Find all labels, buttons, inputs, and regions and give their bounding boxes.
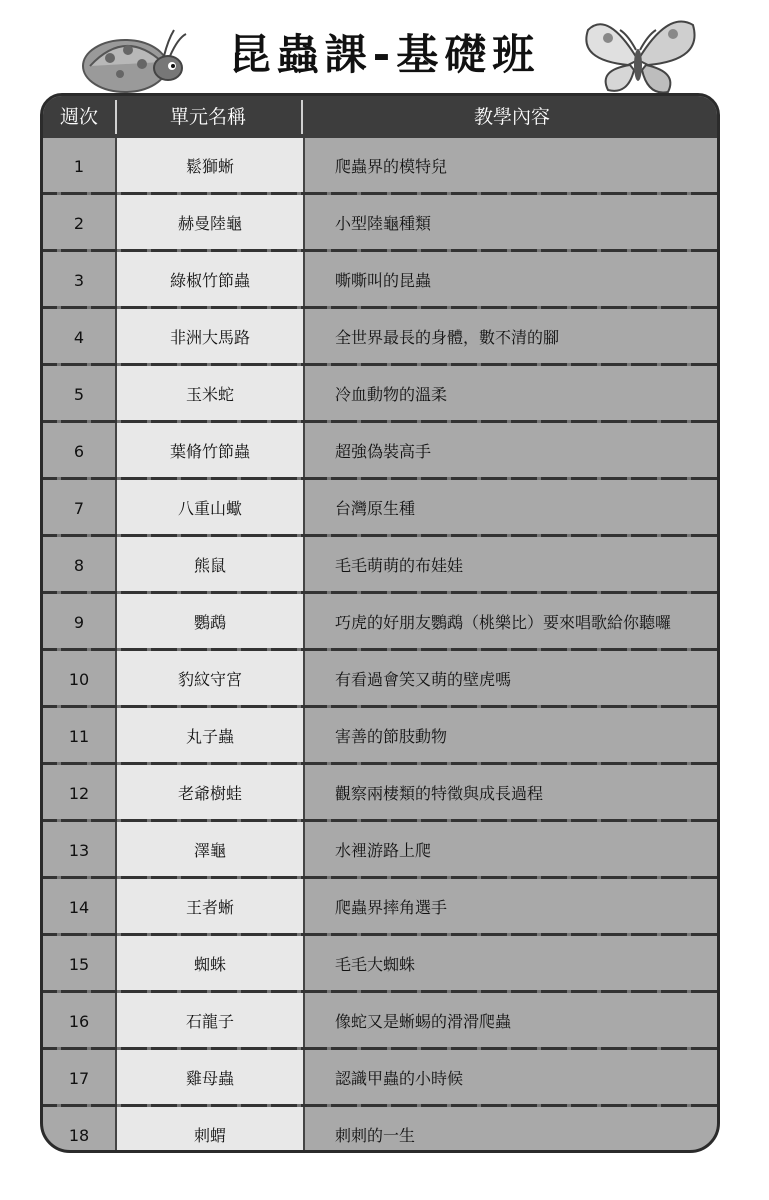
week-cell: 11 xyxy=(68,727,90,746)
unit-cell: 非洲大馬路 xyxy=(169,328,250,347)
page-title: 昆蟲課-基礎班 xyxy=(228,30,541,79)
table-header xyxy=(43,96,717,138)
content-cell: 觀察兩棲類的特徵與成長過程 xyxy=(335,784,544,803)
week-cell: 6 xyxy=(73,442,85,461)
unit-cell: 老爺樹蛙 xyxy=(177,784,242,803)
table-row xyxy=(43,765,717,822)
week-cell: 17 xyxy=(68,1069,90,1088)
week-cell: 14 xyxy=(68,898,90,917)
content-cell: 嘶嘶叫的昆蟲 xyxy=(335,271,432,290)
content-cell: 全世界最長的身體，數不清的腳 xyxy=(335,328,560,347)
table-row xyxy=(43,1107,717,1153)
content-cell: 刺刺的一生 xyxy=(335,1126,416,1145)
table-row xyxy=(43,480,717,537)
table-row xyxy=(43,252,717,309)
week-cell: 2 xyxy=(73,214,85,233)
content-cell: 毛毛大蜘蛛 xyxy=(335,955,416,974)
content-cell: 小型陸龜種類 xyxy=(335,214,432,233)
week-cell: 16 xyxy=(68,1012,90,1031)
table-row xyxy=(43,138,717,195)
unit-cell: 鸚鵡 xyxy=(193,613,226,632)
week-cell: 3 xyxy=(73,271,85,290)
header-unit: 單元名稱 xyxy=(169,106,246,128)
table-row xyxy=(43,195,717,252)
unit-cell: 熊鼠 xyxy=(193,556,226,575)
content-cell: 巧虎的好朋友鸚鵡（桃樂比）要來唱歌給你聽囉 xyxy=(335,613,672,632)
unit-cell: 豹紋守宮 xyxy=(177,670,242,689)
table-row xyxy=(43,537,717,594)
unit-cell: 澤龜 xyxy=(193,841,226,860)
unit-cell: 王者蜥 xyxy=(185,898,234,917)
unit-cell: 赫曼陸龜 xyxy=(177,214,242,233)
header-week: 週次 xyxy=(59,106,98,128)
week-cell: 5 xyxy=(73,385,85,404)
content-cell: 爬蟲界摔角選手 xyxy=(335,898,448,917)
unit-cell: 丸子蟲 xyxy=(185,727,234,746)
unit-cell: 葉脩竹節蟲 xyxy=(169,442,250,461)
table-row xyxy=(43,423,717,480)
content-cell: 水裡游路上爬 xyxy=(335,841,432,860)
content-cell: 超強偽裝高手 xyxy=(335,442,432,461)
week-cell: 18 xyxy=(68,1126,90,1145)
week-cell: 9 xyxy=(73,613,85,632)
table-row xyxy=(43,651,717,708)
table-row xyxy=(43,993,717,1050)
content-cell: 有看過會笑又萌的壁虎嗎 xyxy=(335,670,512,689)
content-cell: 台灣原生種 xyxy=(335,499,416,518)
unit-cell: 刺蝟 xyxy=(193,1126,226,1145)
content-cell: 認識甲蟲的小時候 xyxy=(335,1069,464,1088)
week-cell: 7 xyxy=(73,499,85,518)
unit-cell: 雞母蟲 xyxy=(185,1069,234,1088)
week-cell: 4 xyxy=(73,328,85,347)
content-cell: 像蛇又是蜥蜴的滑滑爬蟲 xyxy=(335,1012,512,1031)
week-cell: 8 xyxy=(73,556,85,575)
table-row xyxy=(43,1050,717,1107)
content-cell: 爬蟲界的模特兒 xyxy=(335,157,448,176)
week-cell: 13 xyxy=(68,841,90,860)
table-row xyxy=(43,594,717,651)
table-row xyxy=(43,708,717,765)
unit-cell: 石龍子 xyxy=(185,1012,234,1031)
unit-cell: 鬆獅蜥 xyxy=(185,157,234,176)
table-row xyxy=(43,309,717,366)
table-row xyxy=(43,936,717,993)
content-cell: 冷血動物的溫柔 xyxy=(335,385,448,404)
unit-cell: 八重山蠍 xyxy=(177,499,242,518)
content-cell: 毛毛萌萌的布娃娃 xyxy=(335,556,464,575)
unit-cell: 綠椒竹節蟲 xyxy=(169,271,250,290)
butterfly-icon xyxy=(568,10,708,104)
table-row xyxy=(43,366,717,423)
week-cell: 12 xyxy=(68,784,90,803)
week-cell: 10 xyxy=(68,670,90,689)
unit-cell: 玉米蛇 xyxy=(185,385,234,404)
curriculum-table xyxy=(40,93,720,1153)
table-body xyxy=(43,138,717,1153)
week-cell: 15 xyxy=(68,955,90,974)
table-row xyxy=(43,879,717,936)
header-content: 教學內容 xyxy=(473,106,550,128)
week-cell: 1 xyxy=(73,157,85,176)
content-cell: 害善的節肢動物 xyxy=(335,727,448,746)
unit-cell: 蜘蛛 xyxy=(193,955,226,974)
table-row xyxy=(43,822,717,879)
